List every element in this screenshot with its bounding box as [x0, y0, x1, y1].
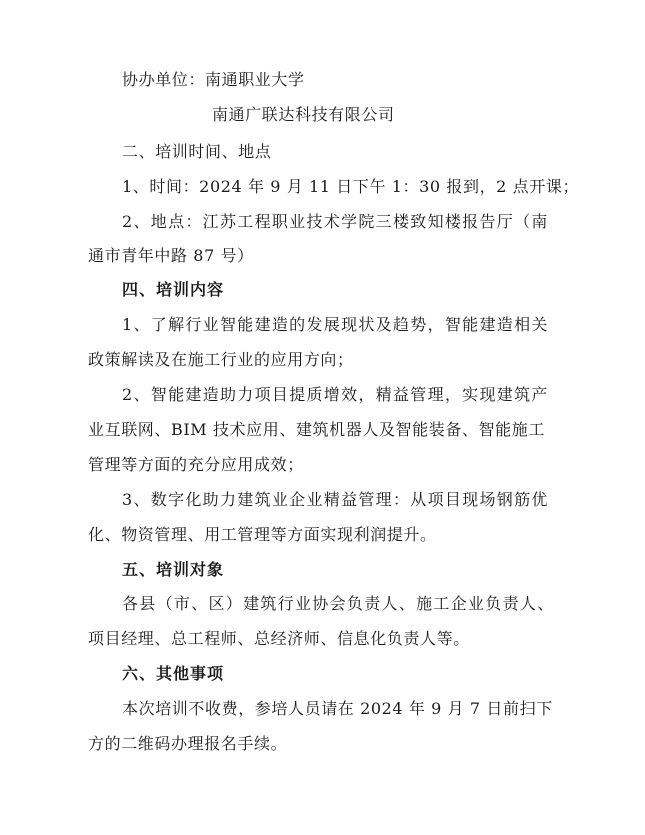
audience-line1: 各县（市、区）建筑行业协会负责人、施工企业负责人、 — [122, 594, 555, 613]
other-line2: 方的二维码办理报名手续。 — [88, 734, 288, 753]
content-2-line3: 管理等方面的充分应用成效； — [88, 455, 304, 474]
content-3-line2: 化、物资管理、用工管理等方面实现利润提升。 — [88, 525, 437, 544]
section-6-title: 六、其他事项 — [122, 664, 225, 683]
content-2-line1: 2、智能建造助力项目提质增效，精益管理，实现建筑产 — [122, 385, 549, 404]
other-line1: 本次培训不收费，参培人员请在 2024 年 9 月 7 日前扫下 — [122, 699, 553, 718]
content-1-line2: 政策解读及在施工行业的应用方向； — [88, 350, 354, 369]
section-5-title: 五、培训对象 — [122, 560, 225, 579]
content-3-line1: 3、数字化助力建筑业企业精益管理：从项目现场钢筋优 — [122, 490, 549, 509]
section-4-title: 四、培训内容 — [122, 280, 225, 299]
place-item-line1: 2、地点：江苏工程职业技术学院三楼致知楼报告厅（南 — [122, 212, 549, 231]
content-2-line2: 业互联网、BIM 技术应用、建筑机器人及智能装备、智能施工 — [88, 420, 545, 439]
place-item-line2: 通市青年中路 87 号） — [88, 246, 254, 265]
audience-line2: 项目经理、总工程师、总经济师、信息化负责人等。 — [88, 629, 470, 648]
time-item: 1、时间：2024 年 9 月 11 日下午 1：30 报到，2 点开课； — [122, 177, 580, 196]
co-organizer-line: 协办单位：南通职业大学 — [122, 70, 305, 89]
co-organizer-second: 南通广联达科技有限公司 — [212, 105, 395, 124]
content-1-line1: 1、了解行业智能建造的发展现状及趋势，智能建造相关 — [122, 315, 549, 334]
section-2-title: 二、培训时间、地点 — [122, 142, 272, 161]
